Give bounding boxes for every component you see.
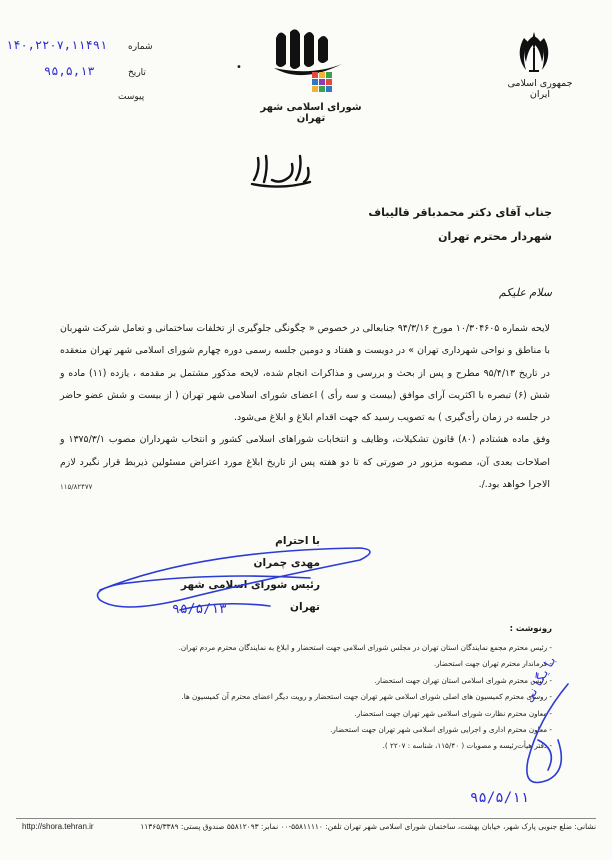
recipient-name: جناب آقای دکتر محمدباقر قالیباف <box>368 206 552 219</box>
copy-item: - رئیس محترم مجمع نمایندگان استان تهران در مجلس شورای اسلامی جهت استحضار و ابلاغ به نمایندگان محترم مردم تهران. <box>72 640 552 656</box>
number-label: شماره <box>128 42 153 52</box>
copies-list <box>72 640 552 755</box>
decorative-dot: • <box>236 62 242 73</box>
recipient-title: شهردار محترم تهران <box>438 230 552 243</box>
footer-divider <box>16 818 596 819</box>
signature-date: ۹۵/۵/۱۳ <box>172 602 227 617</box>
greeting: سلام علیکم <box>498 286 552 299</box>
copies-title: رونوشت : <box>509 624 552 634</box>
regards: با احترام <box>275 535 320 547</box>
body-paragraph: وفق ماده هشتادم (۸۰) قانون تشکیلات، وظایف و انتخابات شوراهای اسلامی کشور و انتخاب شهرداران مصوب ۱۳۷۵/۳/۱ و اصلاحات بعدی آن، مصوبه مزبور در صورتی که تا دو هفته پس از تاریخ ابلاغ مورد اعتراض مسئولین ذیربط قرار نگیرد لازم الاجرا خواهد بود./. <box>60 434 550 491</box>
letter-number: ۱۴۰,۲۲۰۷,۱۱۴۹۱ <box>6 38 108 52</box>
attachment-label: پیوست <box>118 92 145 102</box>
reference-code: ۱۱۵/۸۲۴۷۷ <box>60 483 93 492</box>
copy-item: - معاون محترم نظارت شورای اسلامی شهر تهران جهت استحضار. <box>72 706 552 722</box>
copy-item: - فرماندار محترم تهران جهت استحضار. <box>72 656 552 672</box>
bottom-handwritten-date: ۹۵/۵/۱۱ <box>470 790 530 806</box>
iran-emblem-icon <box>516 30 552 76</box>
signer-name: مهدی چمران <box>253 557 320 569</box>
council-caption: شورای اسلامی شهر تهران <box>260 102 362 124</box>
handwritten-scribble <box>508 680 578 800</box>
copy-item: - رئیس محترم شورای اسلامی استان تهران جهت استحضار. <box>72 673 552 689</box>
date-label: تاریخ <box>128 68 146 78</box>
emblem-caption: جمهوری اسلامی ایران <box>507 78 573 100</box>
signer-title: رئیس شورای اسلامی شهر تهران <box>180 579 320 613</box>
copy-item: - معاون محترم اداری و اجرایی شورای اسلامی شهر تهران جهت استحضار. <box>72 722 552 738</box>
basmala-calligraphy <box>248 150 314 190</box>
letter-date: ۹۵,۵,۱۳ <box>44 64 95 78</box>
body-paragraph: لایحه شماره ۱۰/۳۰۴۶۰۵ مورخ ۹۴/۳/۱۶ جنابعالی در خصوص « چگونگی جلوگیری از تخلفات ساختمانی و تعامل شرکت شهربان با مناطق و نواحی شهرداری تهران » در دویست و هفتاد و دومین جلسه رسمی دوره چهارم شورای اسلامی شهر تهران منعقده در تاریخ ۹۵/۴/۱۳ مطرح و پس از بحث و بررسی و مذاکرات انجام شده، لایحه مذکور مشتمل بر مقدمه ، یازده (۱۱) ماده و شش (۶) تبصره با اکثریت آرای موافق (بیست و سه رأی ) اعضای شورای اسلامی شهر تهران ( از بیست و شش عضو حاضر در جلسه در زمان رأی‌گیری ) به تصویب رسید که جهت اقدام ابلاغ و ابلاغ می‌شود. <box>60 323 550 424</box>
copy-item: - دفتر هیأت‌رئیسه و مصوبات ( ۱۱۵/۴۰، شناسه : ۲۲۰۷ ). <box>72 738 552 754</box>
footer-address: نشانی: ضلع جنوبی پارک شهر، خیابان بهشت، ساختمان شورای اسلامی شهر تهران تلفن: ۵۵۸۱۱۱۱۰-۰۰ نمابر: ۵۵۸۱۲۰۹۳ صندوق پستی: ۱۱۳۶۵/۳۳۸۹ <box>140 822 596 831</box>
footer-url[interactable]: http://shora.tehran.ir <box>22 822 94 831</box>
margin-note: بایگانی <box>522 652 560 703</box>
letter-body <box>60 318 550 496</box>
copy-item: - روسای محترم کمیسیون های اصلی شورای اسلامی شهر تهران جهت استحضار و رویت دیگر اعضای محترم آن کمیسیون ها. <box>72 689 552 705</box>
city-council-logo <box>272 24 344 96</box>
